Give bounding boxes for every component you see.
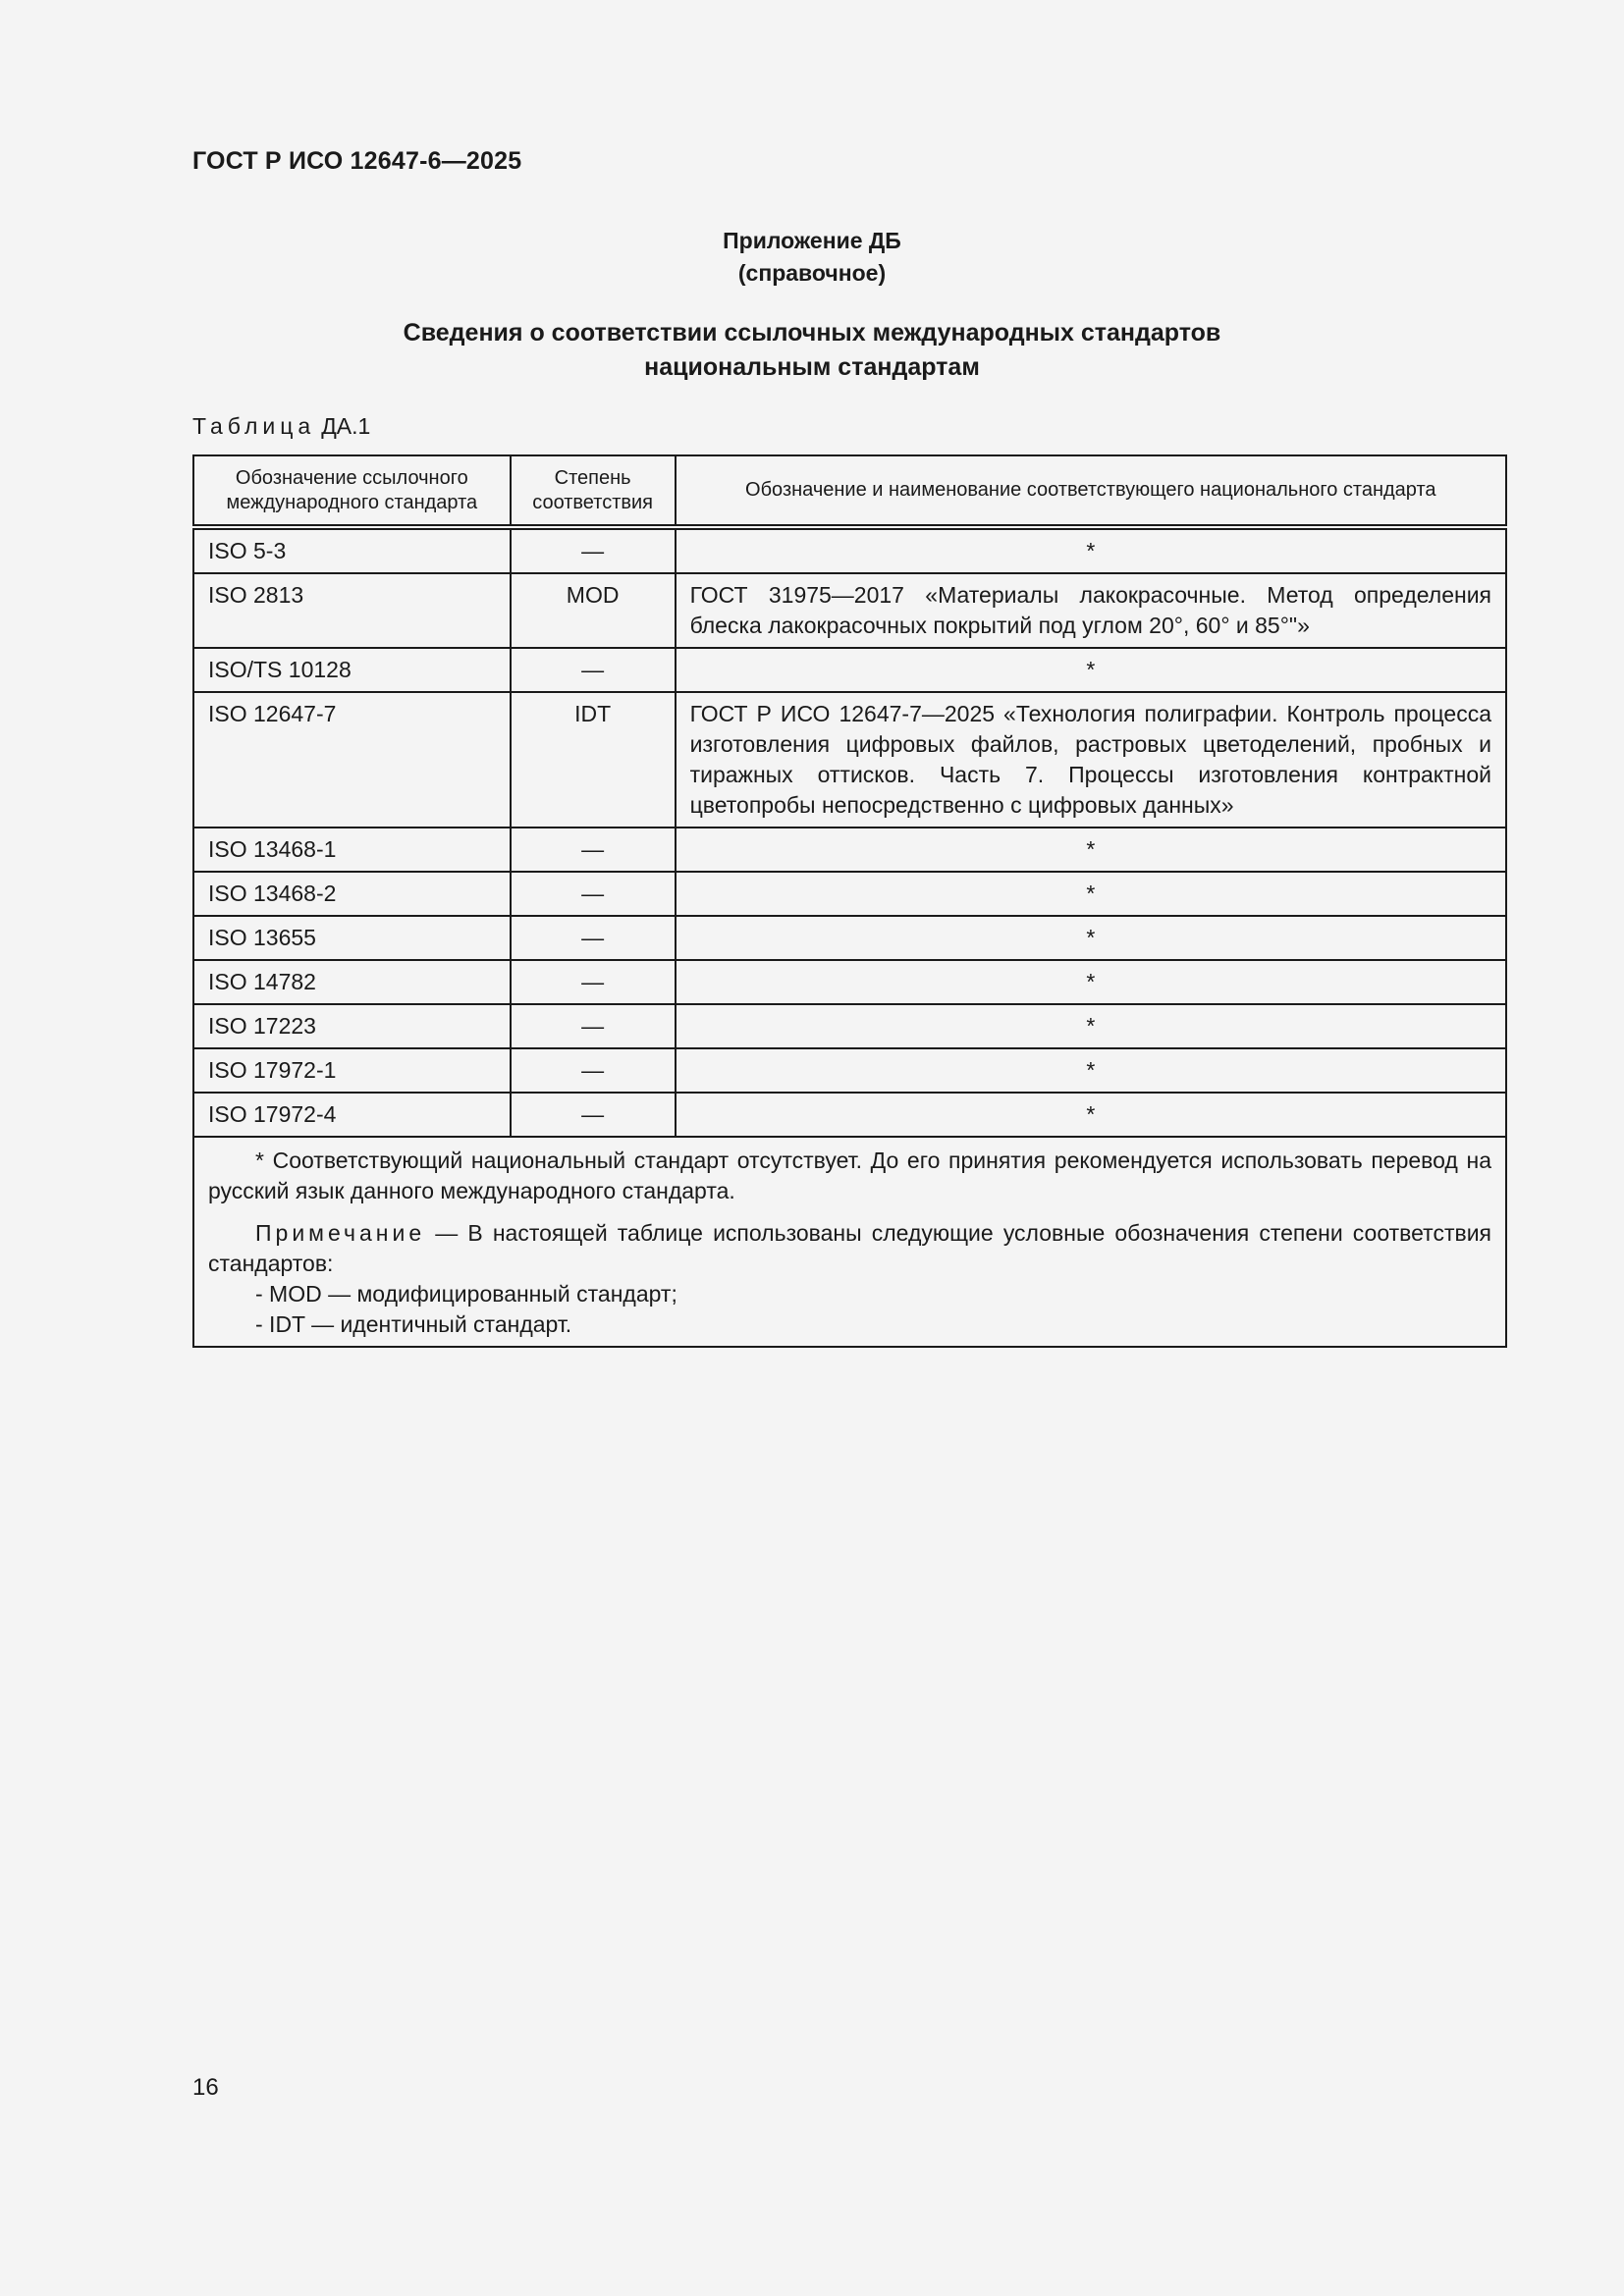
cell-ref-standard: ISO 12647-7 xyxy=(193,692,511,828)
cell-national-standard: ГОСТ 31975—2017 «Материалы лакокрасочные. Метод определения блеска лакокрасочных покрытий под углом 20°, 60° и 85°"» xyxy=(676,573,1506,648)
cell-degree: — xyxy=(511,1048,676,1093)
cell-degree: MOD xyxy=(511,573,676,648)
cell-degree: — xyxy=(511,527,676,573)
table-row xyxy=(193,1093,1506,1137)
table-notes-row xyxy=(193,1137,1506,1347)
cell-national-standard: * xyxy=(676,828,1506,872)
table-row xyxy=(193,1004,1506,1048)
table-body xyxy=(193,527,1506,1137)
cell-degree: — xyxy=(511,916,676,960)
cell-degree: — xyxy=(511,1004,676,1048)
note-item-idt: - IDT — идентичный стандарт. xyxy=(255,1311,572,1337)
cell-ref-standard: ISO/TS 10128 xyxy=(193,648,511,692)
cell-ref-standard: ISO 17223 xyxy=(193,1004,511,1048)
cell-national-standard: * xyxy=(676,527,1506,573)
annex-type: (справочное) xyxy=(737,260,887,286)
annex-title-line-2: национальным стандартам xyxy=(644,353,980,381)
note-text: — В настоящей таблице использованы следующие условные обозначения степени соответствия стандартов: xyxy=(208,1220,1491,1276)
table-row xyxy=(193,648,1506,692)
cell-degree: — xyxy=(511,648,676,692)
note-label: Примечание xyxy=(255,1220,426,1246)
cell-degree: — xyxy=(511,828,676,872)
table-footnote: * Соответствующий национальный стандарт отсутствует. До его принятия рекомендуется использовать перевод на русский язык данного международного стандарта. xyxy=(208,1148,1491,1203)
cell-national-standard: ГОСТ Р ИСО 12647-7—2025 «Технология полиграфии. Контроль процесса изготовления цифровых файлов, растровых цветоделений, пробных и тиражных оттисков. Часть 7. Процессы изготовления контрактной цветопробы непосредственно с цифровых данных» xyxy=(676,692,1506,828)
cell-degree: — xyxy=(511,960,676,1004)
cell-national-standard: * xyxy=(676,872,1506,916)
table-row xyxy=(193,916,1506,960)
cell-ref-standard: ISO 14782 xyxy=(193,960,511,1004)
cell-ref-standard: ISO 17972-4 xyxy=(193,1093,511,1137)
document-designation: ГОСТ Р ИСО 12647-6—2025 xyxy=(192,147,522,175)
table-caption xyxy=(192,413,370,440)
cell-ref-standard: ISO 13468-2 xyxy=(193,872,511,916)
header-ref-standard: Обозначение ссылочного международного стандарта xyxy=(193,455,511,527)
header-national-standard: Обозначение и наименование соответствующего национального стандарта xyxy=(676,455,1506,527)
table-row xyxy=(193,527,1506,573)
table-row xyxy=(193,872,1506,916)
cell-ref-standard: ISO 13468-1 xyxy=(193,828,511,872)
correspondence-table xyxy=(192,454,1507,1348)
table-caption-number: ДА.1 xyxy=(321,413,371,439)
table-caption-prefix: Таблица xyxy=(192,413,316,439)
annex-title xyxy=(0,316,1624,385)
cell-national-standard: * xyxy=(676,960,1506,1004)
header-degree: Степень соответствия xyxy=(511,455,676,527)
table-row xyxy=(193,1048,1506,1093)
cell-ref-standard: ISO 13655 xyxy=(193,916,511,960)
annex-title-line-1: Сведения о соответствии ссылочных международных стандартов xyxy=(403,319,1221,347)
annex-heading xyxy=(0,225,1624,290)
cell-ref-standard: ISO 5-3 xyxy=(193,527,511,573)
cell-national-standard: * xyxy=(676,648,1506,692)
cell-national-standard: * xyxy=(676,1004,1506,1048)
table-row xyxy=(193,960,1506,1004)
cell-ref-standard: ISO 17972-1 xyxy=(193,1048,511,1093)
cell-ref-standard: ISO 2813 xyxy=(193,573,511,648)
cell-degree: — xyxy=(511,872,676,916)
page-number: 16 xyxy=(192,2074,219,2101)
cell-degree: IDT xyxy=(511,692,676,828)
cell-national-standard: * xyxy=(676,1048,1506,1093)
table-notes-cell xyxy=(193,1137,1506,1347)
table-note xyxy=(208,1218,1491,1279)
table-header-row xyxy=(193,455,1506,527)
annex-label: Приложение ДБ xyxy=(723,228,901,253)
cell-national-standard: * xyxy=(676,916,1506,960)
cell-degree: — xyxy=(511,1093,676,1137)
cell-national-standard: * xyxy=(676,1093,1506,1137)
table-row xyxy=(193,828,1506,872)
table-row xyxy=(193,573,1506,648)
table-row xyxy=(193,692,1506,828)
note-item-mod: - MOD — модифицированный стандарт; xyxy=(255,1281,677,1307)
